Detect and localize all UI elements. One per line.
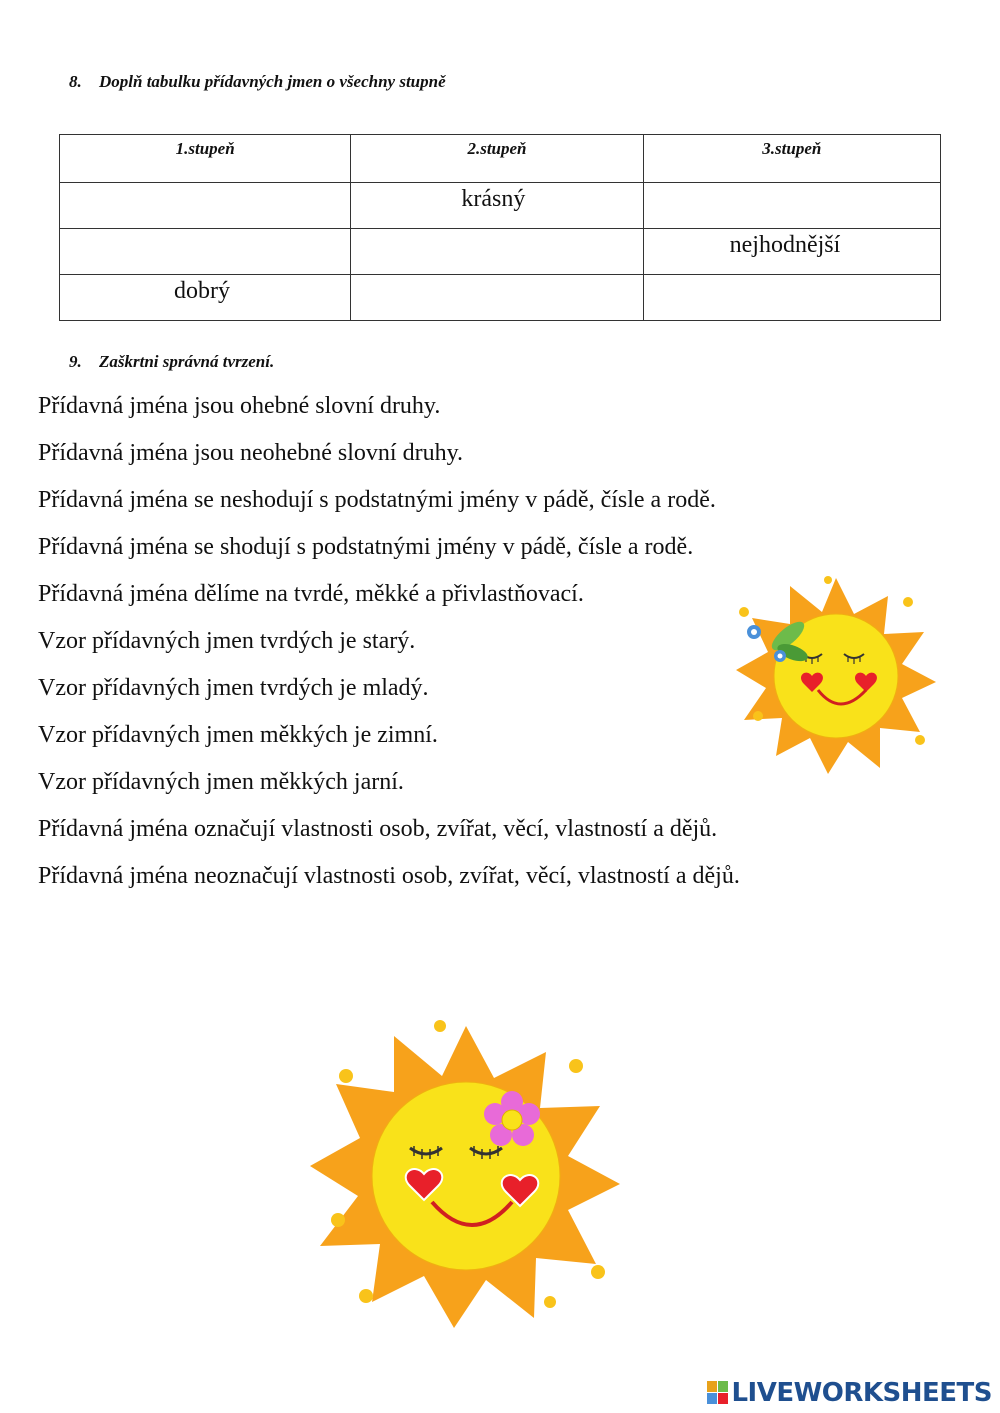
large-sun-illustration [308,1018,628,1338]
table-row [60,183,941,229]
table-cell: krásný [351,183,643,229]
answer-cell[interactable] [351,229,643,275]
table-row [60,275,941,321]
small-sun-illustration [726,576,940,776]
statement-item[interactable]: Vzor přídavných jmen měkkých jarní. [38,769,404,795]
table-cell: dobrý [60,275,351,321]
question-9-title [69,352,274,372]
statement-item[interactable]: Přídavná jména neoznačují vlastnosti osob, zvířat, věcí, vlastností a dějů. [38,863,740,889]
statement-item[interactable]: Přídavná jména se neshodují s podstatnými jmény v pádě, čísle a rodě. [38,487,716,513]
table-cell: nejhodnější [643,229,940,275]
statement-item[interactable]: Vzor přídavných jmen tvrdých je mladý. [38,675,429,701]
statement-item[interactable]: Přídavná jména označují vlastnosti osob, zvířat, věcí, vlastností a dějů. [38,816,718,842]
liveworksheets-brand [707,1376,992,1410]
header-degree-2: 2.stupeň [351,135,643,183]
statement-item[interactable]: Přídavná jména se shodují s podstatnými jmény v pádě, čísle a rodě. [38,534,694,560]
question-9-number: 9. [69,352,82,371]
liveworksheets-logo-icon [707,1381,729,1405]
statement-item[interactable]: Vzor přídavných jmen měkkých je zimní. [38,722,438,748]
statement-list [38,390,838,907]
statement-item[interactable]: Přídavná jména jsou ohebné slovní druhy. [38,393,441,419]
header-degree-3: 3.stupeň [643,135,940,183]
question-8-number: 8. [69,72,82,91]
answer-cell[interactable] [60,229,351,275]
header-degree-1: 1.stupeň [60,135,351,183]
question-9-text: Zaškrtni správná tvrzení. [99,352,275,371]
answer-cell[interactable] [643,275,940,321]
statement-item[interactable]: Přídavná jména jsou neohebné slovní druhy. [38,440,464,466]
question-8-title [69,72,446,92]
statement-item[interactable]: Vzor přídavných jmen tvrdých je starý. [38,628,416,654]
question-8-text: Doplň tabulku přídavných jmen o všechny stupně [99,72,446,91]
table-row [60,229,941,275]
answer-cell[interactable] [60,183,351,229]
adjective-degrees-table [59,134,941,321]
table-header-row [60,135,941,183]
answer-cell[interactable] [643,183,940,229]
answer-cell[interactable] [351,275,643,321]
statement-item[interactable]: Přídavná jména dělíme na tvrdé, měkké a přivlastňovací. [38,581,584,607]
brand-name: LIVEWORKSHEETS [731,1378,992,1408]
